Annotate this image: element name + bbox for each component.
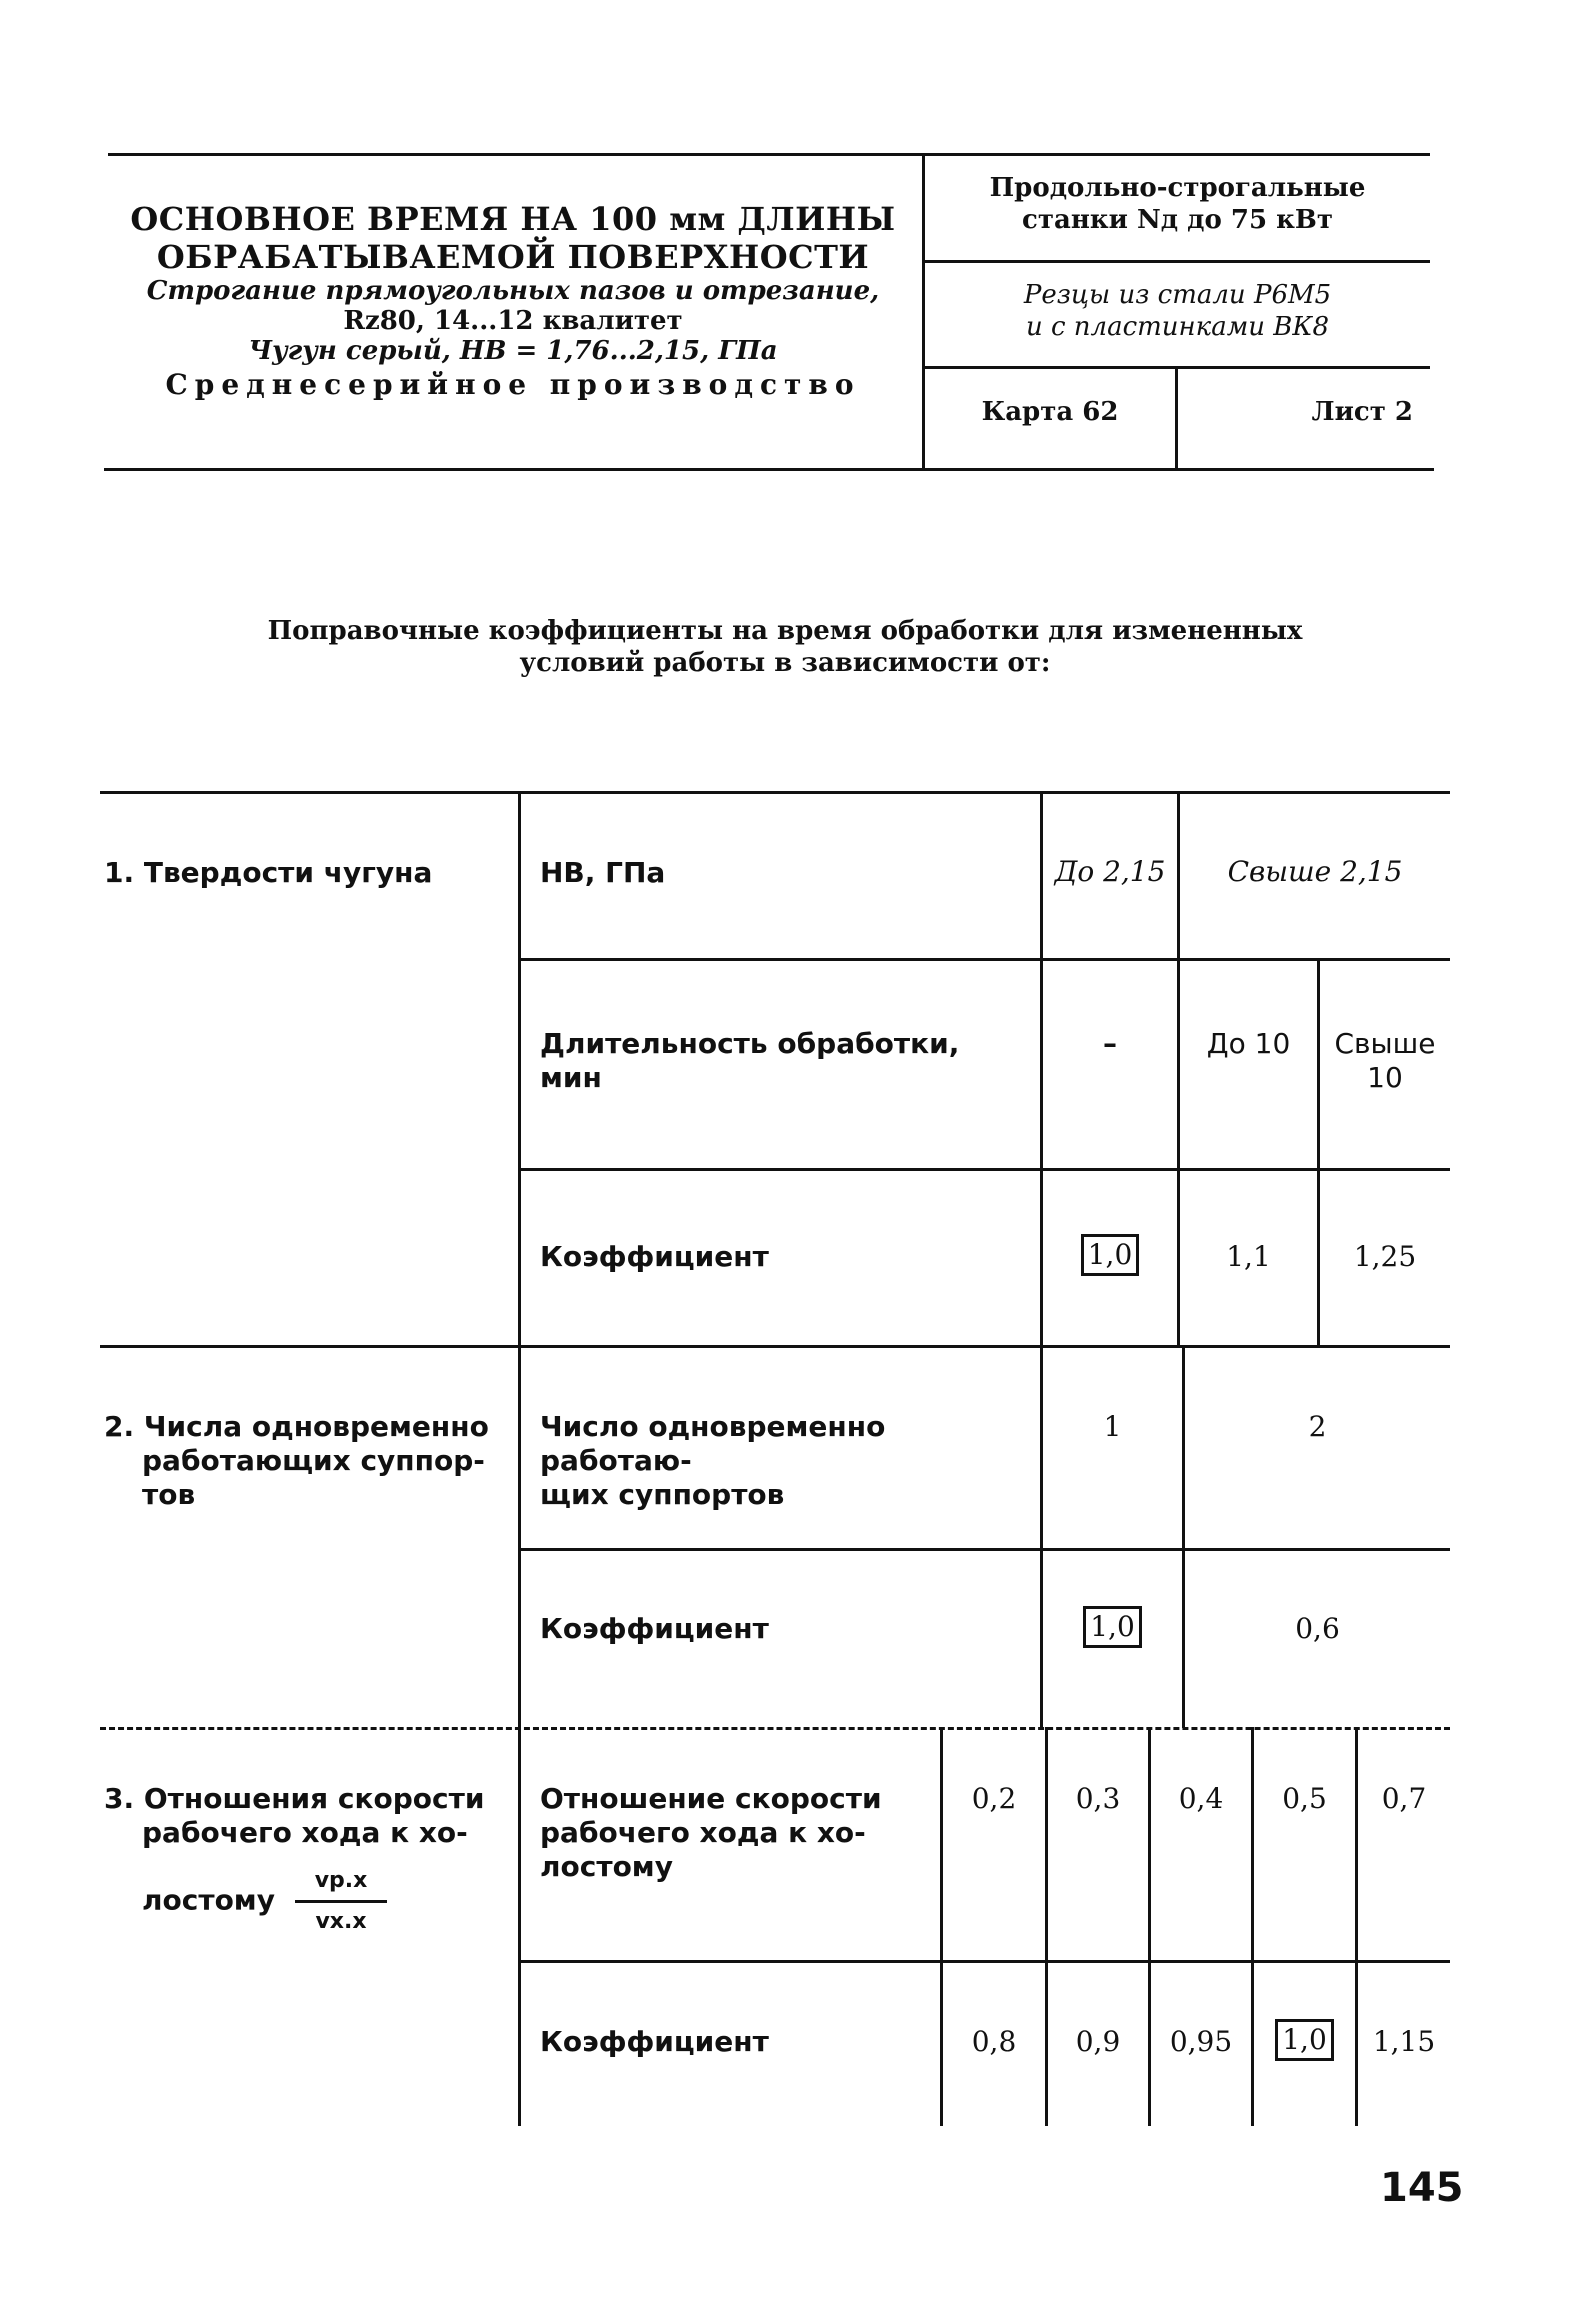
s3-row2-value-4 [1254, 2019, 1355, 2061]
s3-row2-value-3: 0,95 [1169, 2025, 1233, 2058]
s1-row3-value-3: 1,25 [1353, 1240, 1417, 1273]
intro-line2: условий работы в зависимости от: [519, 648, 1051, 678]
subtitle-line1: Строгание прямоугольных пазов и отрезание, [146, 276, 880, 306]
section1-title: 1. Твердости чугуна [104, 856, 433, 889]
s2-row1-value-1: 1 [1103, 1410, 1122, 1443]
s3-row1-value-3: 0,4 [1178, 1782, 1224, 1815]
s1-row1-label: НВ, ГПа [540, 856, 666, 889]
s1-row2-label: Длительность обработки, мин [540, 1027, 960, 1094]
tools-line1: Резцы из стали Р6М5 [1023, 280, 1332, 310]
s3-row1-value-2: 0,3 [1075, 1782, 1121, 1815]
s1-row2-value-3 [1320, 1027, 1450, 1095]
s3-row1-value-5: 0,7 [1381, 1782, 1427, 1815]
intro-line1: Поправочные коэффициенты на время обработки для измененных [267, 616, 1303, 646]
s2-row1-value-2: 2 [1308, 1410, 1327, 1443]
s2-row1-label-line2: щих суппортов [540, 1478, 785, 1511]
speed-ratio-fraction [295, 1864, 388, 1939]
s1-row2-value-1: – [1103, 1027, 1117, 1060]
s1-rule-2 [520, 1168, 1450, 1171]
section2-title [104, 1410, 504, 1512]
s2-row2-value-2: 0,6 [1295, 1612, 1340, 1645]
s3-rule [520, 1960, 1450, 1963]
s2-row1-label-line1: Число одновременно работаю- [540, 1410, 886, 1477]
s1-row2-value-3-line1: Свыше [1334, 1027, 1436, 1060]
section3-title [104, 1782, 504, 1939]
s1-row3-value-1-boxed: 1,0 [1081, 1234, 1140, 1276]
s3-row2-label: Коэффициент [540, 2025, 769, 2058]
s1-row1-value-1: До 2,15 [1054, 855, 1166, 888]
s2-row2-label: Коэффициент [540, 1612, 769, 1645]
s2-bottom-dashed-rule [100, 1727, 1450, 1730]
header-right-rule-1 [922, 260, 1430, 263]
s1-row3-value-1 [1043, 1234, 1177, 1276]
s2-col-divider [1182, 1347, 1185, 1728]
section2-title-line3: тов [142, 1478, 196, 1511]
header-bottom-rule [104, 468, 1434, 471]
section3-title-line1: 3. Отношения скорости [104, 1782, 485, 1815]
section3-title-line3 [104, 1864, 504, 1939]
s1-col-divider-3 [1317, 960, 1320, 1347]
sheet-number: Лист 2 [1311, 397, 1413, 427]
section3-title-line2: рабочего хода к хо- [142, 1816, 468, 1849]
fraction-denominator: vх.х [315, 1909, 367, 1934]
s3-row1-label [540, 1782, 930, 1884]
page-number: 145 [1380, 2165, 1464, 2211]
label-col-divider [518, 791, 521, 2126]
subtitle-line2: Rz80, 14...12 квалитет [343, 306, 683, 336]
section3-title-line3-text: лостому [142, 1883, 275, 1917]
card-number: Карта 62 [981, 397, 1119, 427]
s2-row2-value-1-boxed: 1,0 [1083, 1606, 1142, 1648]
s3-row2-value-2: 0,9 [1075, 2025, 1121, 2058]
s3-row1-label-line1: Отношение скорости [540, 1782, 882, 1815]
section2-title-line1: 2. Числа одновременно [104, 1410, 489, 1443]
s1-row2-value-2: До 10 [1206, 1027, 1291, 1060]
intro-text [150, 615, 1420, 679]
s3-row1-value-1: 0,2 [971, 1782, 1017, 1815]
s2-row1-label [540, 1410, 1030, 1512]
s3-row2-value-1: 0,8 [971, 2025, 1017, 2058]
header-top-rule [108, 153, 1430, 156]
s1-bottom-rule [100, 1345, 1450, 1348]
s3-row1-value-4: 0,5 [1282, 1782, 1327, 1815]
s3-row2-value-4-boxed: 1,0 [1275, 2019, 1334, 2061]
s1-rule-1 [520, 958, 1450, 961]
s3-row1-label-line3: лостому [540, 1850, 673, 1883]
machine-line2: станки Nд до 75 кВт [1022, 205, 1333, 235]
section2-title-line2: работающих суппор- [142, 1444, 485, 1477]
s1-row2-value-3-line2: 10 [1367, 1061, 1403, 1094]
s2-row2-value-1 [1043, 1606, 1182, 1648]
page-title-line1: ОСНОВНОЕ ВРЕМЯ НА 100 мм ДЛИНЫ [130, 200, 896, 238]
s3-row2-value-5: 1,15 [1372, 2025, 1436, 2058]
tools-line2: и с пластинками ВК8 [1025, 312, 1330, 342]
fraction-numerator: vр.х [295, 1864, 388, 1903]
s1-row1-value-2: Свыше 2,15 [1227, 855, 1403, 888]
s1-row3-label: Коэффициент [540, 1240, 769, 1273]
production-type: Среднесерийное производство [165, 368, 861, 401]
table-top-rule [100, 791, 1450, 794]
page-title-line2: ОБРАБАТЫВАЕМОЙ ПОВЕРХНОСТИ [156, 238, 870, 276]
s2-rule [520, 1548, 1450, 1551]
machine-line1: Продольно-строгальные [989, 173, 1366, 203]
s1-row3-value-2: 1,1 [1226, 1240, 1271, 1273]
subtitle-line3: Чугун серый, НВ = 1,76...2,15, ГПа [248, 336, 778, 366]
s3-row1-label-line2: рабочего хода к хо- [540, 1816, 866, 1849]
